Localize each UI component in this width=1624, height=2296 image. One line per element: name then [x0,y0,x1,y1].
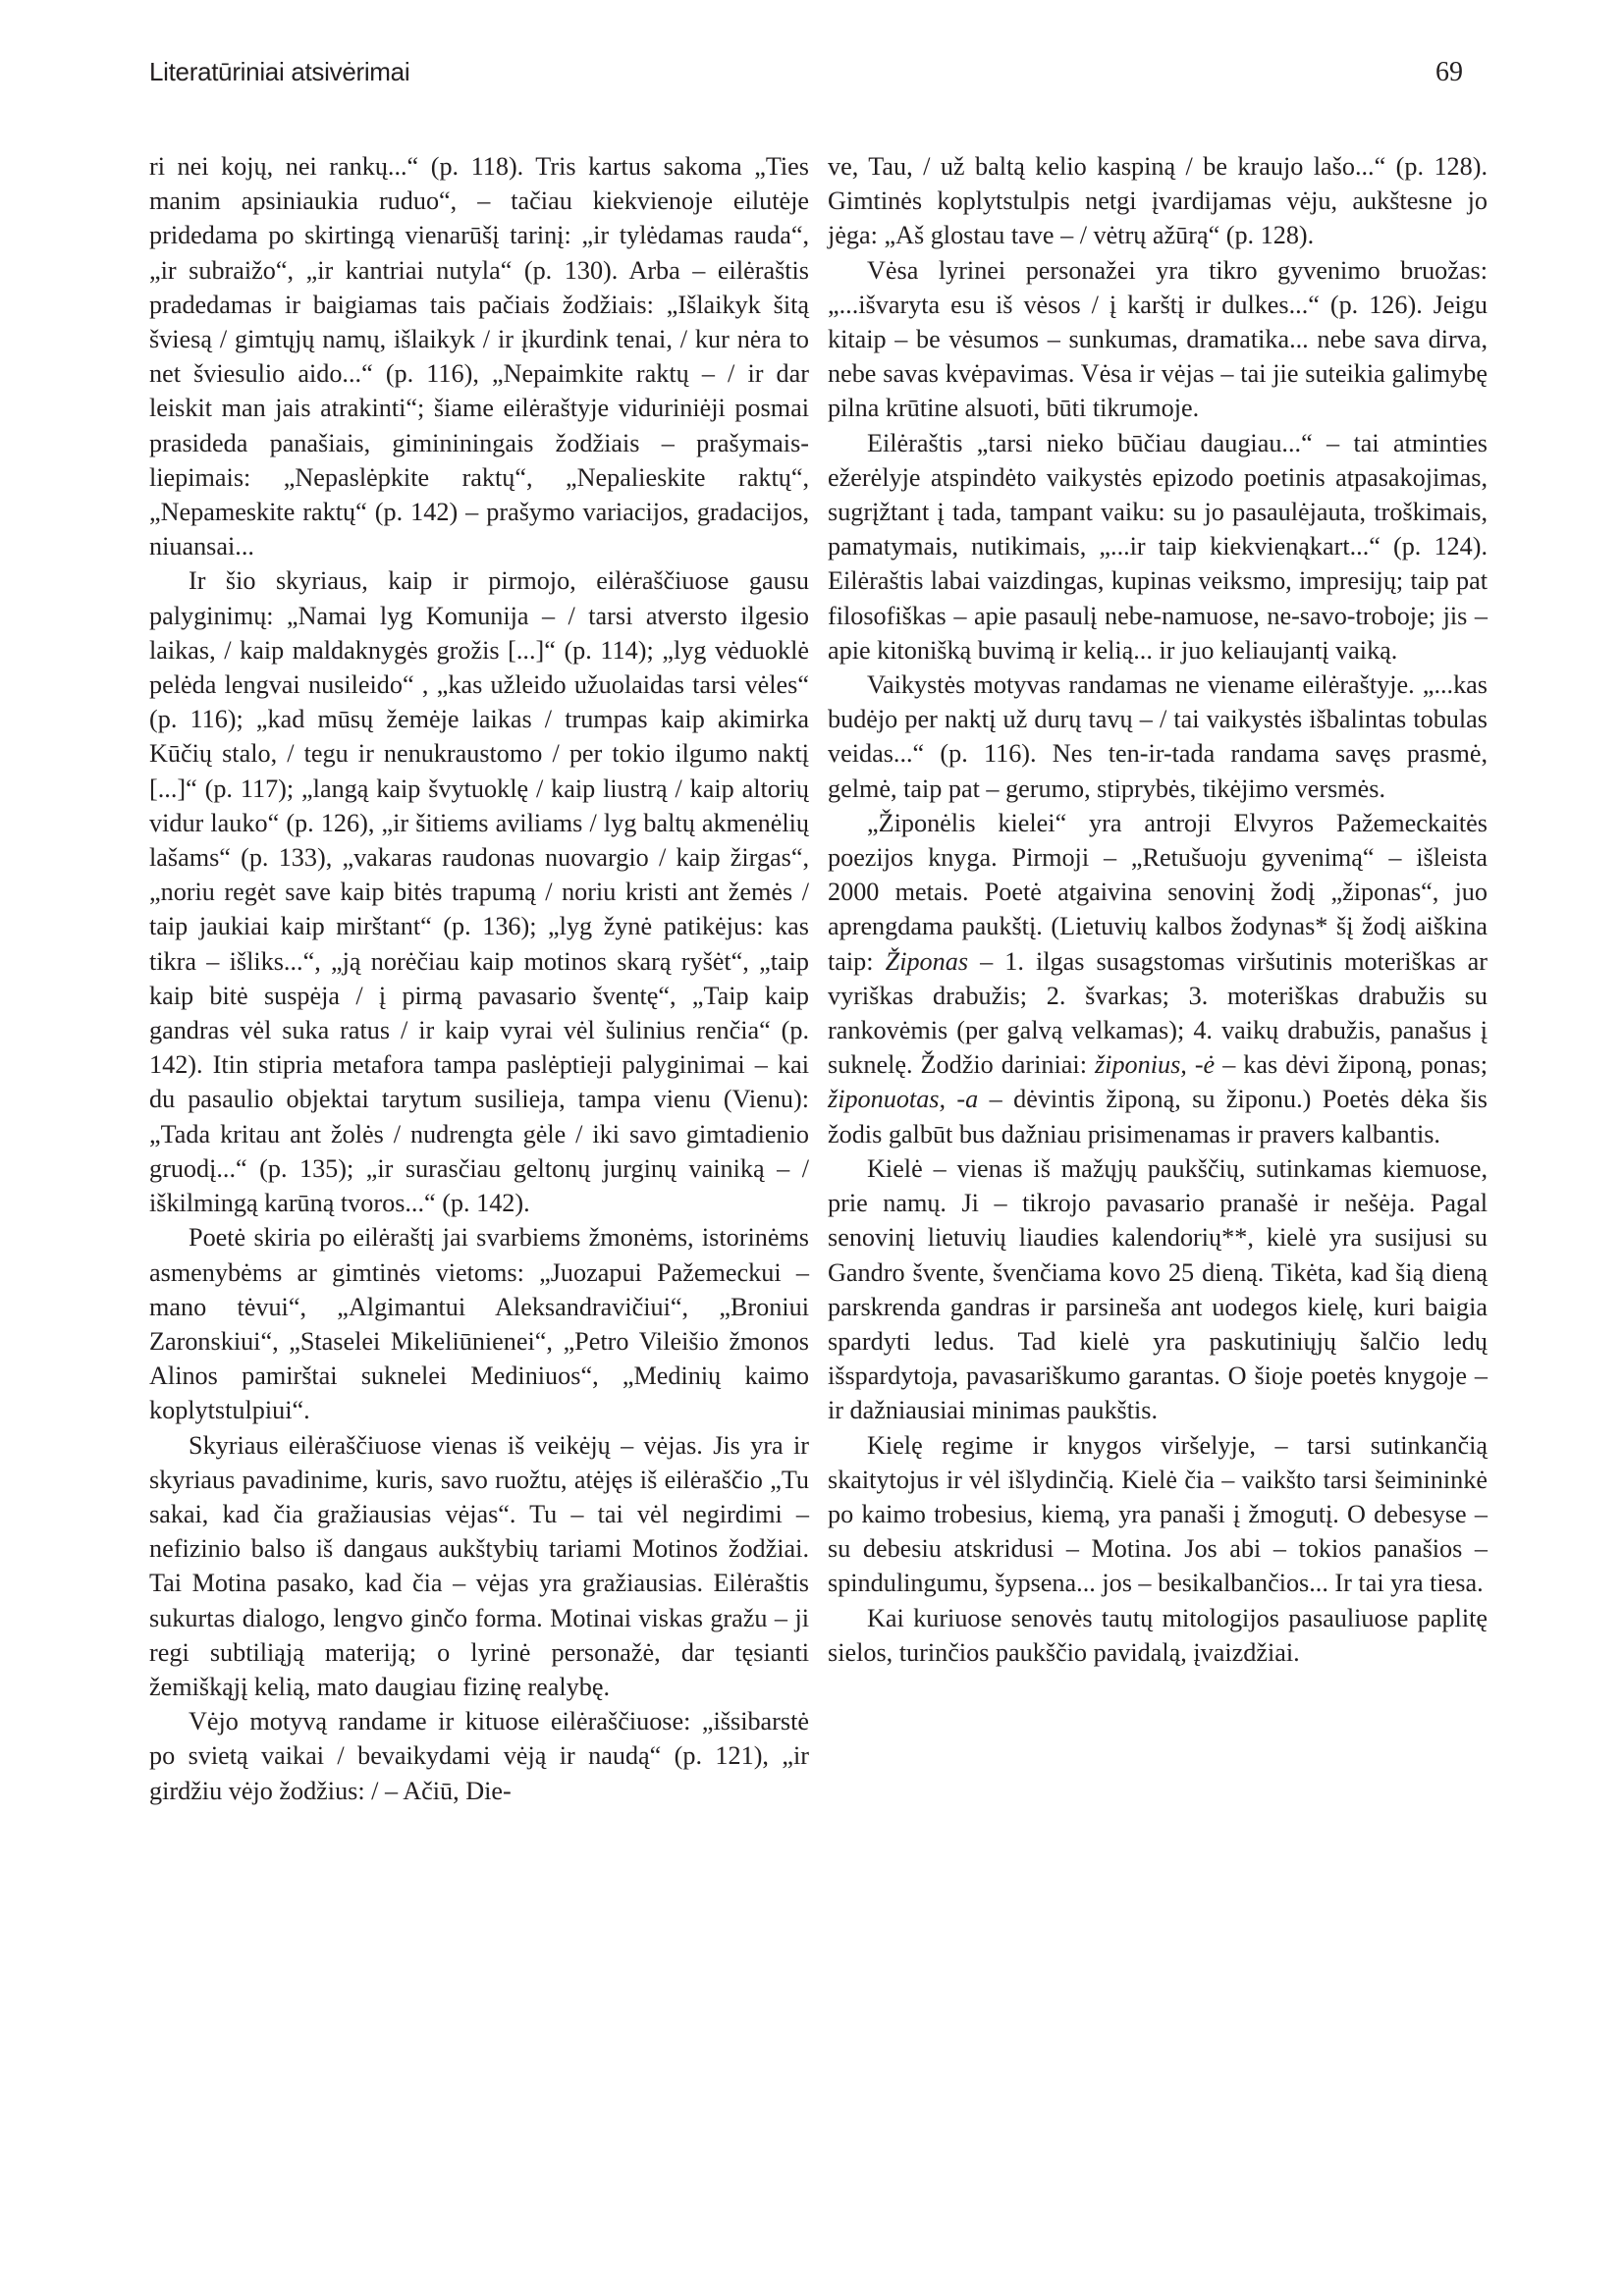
italic-term: Žiponas [885,946,969,976]
italic-term: žiponius, -ė [1094,1050,1216,1080]
text-segment: – 1. ilgas susagstomas viršutinis moteriškas ar vyriškas drabužis; 2. švarkas; 3. moteriškas drabužis su rankovėmis (per galvą velkamas); 4. vaikų drabužis, panašus į suknelę. Žodžio dariniai: [828,946,1488,1080]
paragraph: ve, Tau, / už baltą kelio kaspiną / be kraujo lašo...“ (p. 128). Gimtinės koplytstulpis netgi įvardijamas vėju, aukštesne jo jėga: „Aš glostau tave – / vėtrų ažūrą“ (p. 128). [828,152,1488,250]
paragraph: Skyriaus eilėraščiuose vienas iš veikėjų – vėjas. Jis yra ir skyriaus pavadinime, kuris, savo ruožtu, atėjęs iš eilėraščio „Tu sakai, kad čia gražiausias vėjas“. Tu – tai vėl negirdimi – nefizinio balso iš dangaus aukštybių tariami Motinos žodžiai. Tai Motina pasako, kad čia – vėjas yra gražiausias. Eilėraštis sukurtas dialogo, lengvo ginčo forma. Motinai viskas gražu – ji regi subtiliąją materiją; o lyrinė personažė, dar tęsianti žemiškąjį kelią, mato daugiau fizinę realybę. [149,1430,809,1701]
paragraph: Poetė skiria po eilėraštį jai svarbiems žmonėms, istorinėms asmenybėms ar gimtinės vietoms: „Juozapui Pažemeckui – mano tėvui“, „Algimantui Aleksandravičiui“, „Broniui Zaronskiui“, „Staselei Mikeliūnienei“, „Petro Vileišio žmonos Alinos pamirštai suknelei Mediniuos“, „Medinių kaimo koplytstulpiui“. [149,1223,809,1425]
text-segment: „Žiponėlis kielei“ yra antroji Elvyros Pažemeckaitės poezijos knyga. Pirmoji – „Retušuoju gyvenimą“ – išleista 2000 metais. Poetė atgaivina senovinį žodį „žiponas“, juo aprengdama paukštį. (Lietuvių kalbos žodynas* šį žodį aiškina taip: [828,808,1488,976]
running-head-title: Literatūriniai atsivėrimai [149,57,410,86]
paragraph: Ir šio skyriaus, kaip ir pirmojo, eilėraščiuose gausu palyginimų: „Namai lyg Komunija – / tarsi atversto ilgesio laikas, / kaip maldaknygės grožis [...]“ (p. 114); „lyg vėduoklė pelėda lengvai nusileido“ , „kas užleido užuolaidas tarsi vėles“ (p. 116); „kad mūsų žemėje laikas / trumpas kaip akimirka Kūčių stalo, / tegu ir nenukraustomo / per tokio ilgumo naktį [...]“ (p. 117); „langą kaip švytuoklę / kaip liustrą / kaip altorių vidur lauko“ (p. 126), „ir šitiems aviliams / lyg baltų akmenėlių lašams“ (p. 133), „vakaras raudonas nuovargio / kaip žirgas“, „noriu regėt save kaip bitės trapumą / noriu kristi ant žemės / taip jaukiai kaip mirštant“ (p. 136); „lyg žynė patikėjus: kas tikra – išliks...“, „ją norėčiau kaip motinos skarą ryšėt“, „taip kaip bitė suspėja / į pirmą pavasario šventę“, „Taip kaip gandras vėl suka ratus / ir kaip vyrai vėl šulinius renčia“ (p. 142). Itin stipria metafora tampa paslėptieji palyginimai – kai du pasaulio objektai tarytum susilieja, tampa vienu (Vienu): „Tada kritau ant žolės / nudrengta gėle / iki savo gimtadienio gruodį...“ (p. 135); „ir surasčiau geltonų jurginų vainiką – / iškilmingą karūną tvoros...“ (p. 142). [149,566,809,1218]
paragraph: Vaikystės motyvas randamas ne viename eilėraštyje. „...kas budėjo per naktį už durų tavų – / tai vaikystės išbalintas tobulas veidas...“ (p. 116). Nes ten-ir-tada randama savęs prasmė, gelmė, taip pat – gerumo, stiprybės, tikėjimo versmės. [828,670,1488,803]
paragraph: Vėsa lyrinei personažei yra tikro gyvenimo bruožas: „...išvaryta esu iš vėsos / į karštį ir dulkes...“ (p. 126). Jeigu kitaip – be vėsumos – sunkumas, dramatika... nebe sava dirva, nebe savas kvėpavimas. Vėsa ir vėjas – tai jie suteikia galimybę pilna krūtine alsuoti, būti tikrumoje. [828,255,1488,423]
text-segment: – dėvintis žiponą, su žiponu.) Poetės dėka šis žodis galbūt bus dažniau prisimenamas ir pravers kalbantis. [828,1085,1488,1148]
paragraph: Eilėraštis „tarsi nieko būčiau daugiau...“ – tai atminties ežerėlyje atspindėto vaikystės epizodo poetinis atpasakojimas, sugrįžtant į tada, tampant vaiku: su jo pasaulėjauta, troškimais, pamatymais, nutikimais, „...ir taip kiekvienąkart...“ (p. 124). Eilėraštis labai vaizdingas, kupinas veiksmo, impresijų; taip pat filosofiškas – apie pasaulį nebe-namuose, ne-savo-troboje; jis – apie kitonišką buvimą ir kelią... ir juo keliaujantį vaiką. [828,428,1488,665]
paragraph: Kai kuriuose senovės tautų mitologijos pasauliuose paplitę sielos, turinčios paukščio pavidalą, įvaizdžiai. [828,1603,1488,1667]
paragraph: Vėjo motyvą randame ir kituose eilėraščiuose: „išsibarstė po svietą vaikai / bevaikydami vėją ir naudą“ (p. 121), „ir girdžiu vėjo žodžius: / – Ačiū, Die- [149,1707,809,1805]
right-text-column [828,149,1488,1670]
page-number: 69 [1435,57,1463,87]
paragraph: Kielę regime ir knygos viršelyje, – tarsi sutinkančią skaitytojus ir vėl išlydinčią. Kielė čia – vaikšto tarsi šeimininkė po kaimo trobesius, kiemą, yra panaši į žmogutį. O debesyse – su debesiu atskridusi – Motina. Jos abi – tokios panašios – spindulingumu, šypsena... jos – besikalbančios... Ir tai yra tiesa. [828,1430,1488,1598]
paragraph-ziponas-definition [828,806,1488,1151]
italic-term: žiponuotas, -a [828,1085,979,1114]
left-text-column [149,149,809,1808]
paragraph: Kielė – vienas iš mažųjų paukščių, sutinkamas kiemuose, prie namų. Ji – tikrojo pavasario pranašė ir nešėja. Pagal senovinį lietuvių liaudies kalendorių**, kielė yra susijusi su Gandro švente, švenčiama kovo 25 dieną. Tikėta, kad šią dieną parskrenda gandras ir parsineša ant uodegos kielę, kuri baigia spardyti ledus. Tad kielė yra paskutiniųjų šalčio ledų išspardytoja, pavasariškumo garantas. O šioje poetės knygoje – ir dažniausiai minimas paukštis. [828,1153,1488,1425]
paragraph: ri nei kojų, nei rankų...“ (p. 118). Tris kartus sakoma „Ties manim apsiniaukia ruduo“, – tačiau kiekvienoje eilutėje pridedama po skirtingą vienarūšį tarinį: „ir tylėdamas rauda“, „ir subraižo“, „ir kantriai nutyla“ (p. 130). Arba – eilėraštis pradedamas ir baigiamas tais pačiais žodžiais: „Išlaikyk šitą šviesą / gimtųjų namų, išlaikyk / ir įkurdink tenai, / kur nėra to net šviesulio aido...“ (p. 116), „Nepaimkite raktų – / ir dar leiskit man jais atrakinti“; šiame eilėraštyje viduriniėji posmai prasideda panašiais, gimininingais žodžiais – prašymais-liepimais: „Nepaslėpkite raktų“, „Nepalieskite raktų“, „Nepameskite raktų“ (p. 142) – prašymo variacijos, gradacijos, niuansai... [149,152,809,561]
text-segment: – kas dėvi žiponą, ponas; [1215,1050,1488,1080]
